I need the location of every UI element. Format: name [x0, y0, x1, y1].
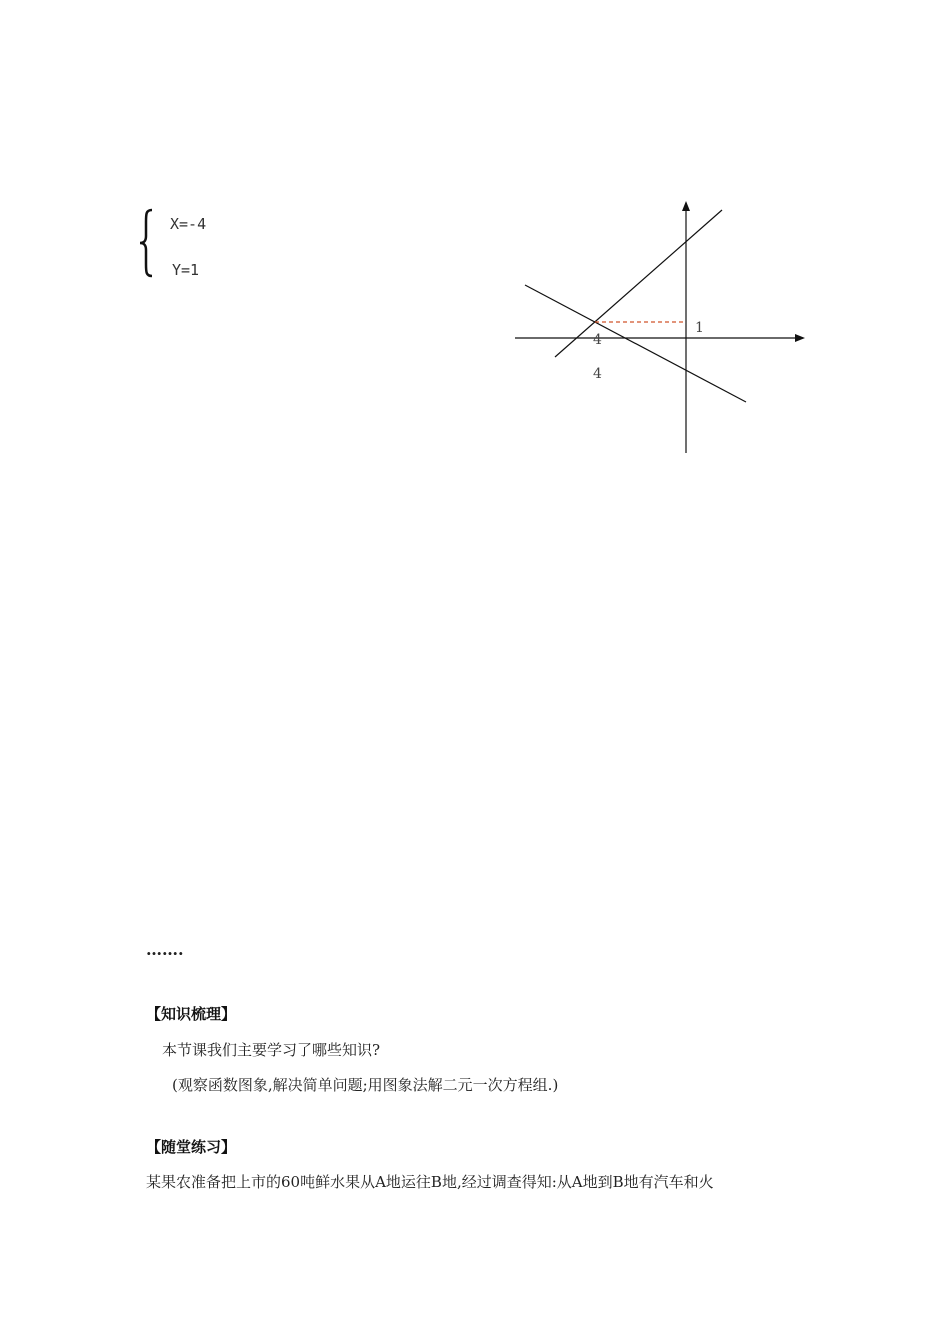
knowledge-heading: 【知识梳理】: [146, 1005, 237, 1023]
label-one: 1: [695, 320, 704, 336]
ellipsis: …….: [146, 940, 184, 959]
knowledge-question: 本节课我们主要学习了哪些知识?: [162, 1041, 381, 1059]
label-four-a: 4: [593, 332, 602, 348]
line-falling: [525, 285, 746, 402]
solution-y: Y=1: [172, 261, 200, 279]
solution-x: X=-4: [170, 215, 207, 233]
practice-problem: 某果农准备把上市的60吨鲜水果从A地运往B地,经过调查得知:从A地到B地有汽车和火: [146, 1173, 714, 1191]
label-four-b: 4: [593, 366, 602, 382]
practice-heading: 【随堂练习】: [146, 1138, 237, 1156]
knowledge-answer: (观察函数图象,解决简单问题;用图象法解二元一次方程组.): [172, 1076, 559, 1094]
coordinate-graph: [505, 195, 815, 464]
system-brace: [138, 208, 158, 282]
